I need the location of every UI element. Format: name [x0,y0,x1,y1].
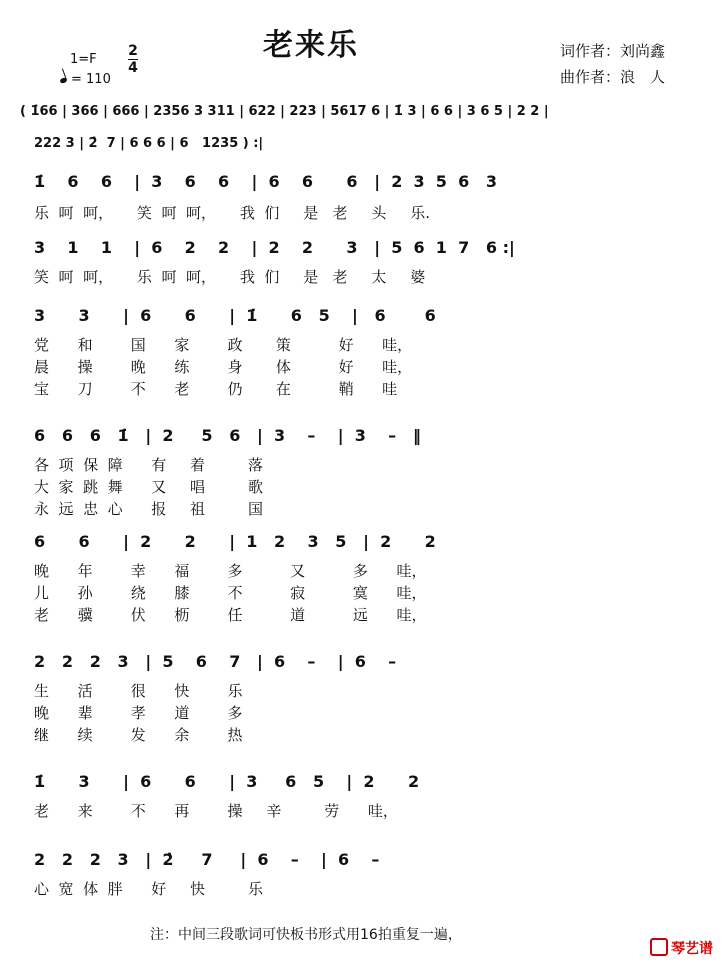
lyric-line-4-verse-3: 永 远 忠 心 报 祖 国 [34,500,263,518]
intro-line-1: ( 1̇66 | 366 | 666 | 2356 3 311 | 622 | 223 | 5617 6 | 1̇ 3 | 6 6 | 3 6 5 | 2 2 | [20,104,549,119]
notation-line-4: 6 6 6 1̇ | 2 5 6 | 3 – | 3 – ‖ [34,426,421,445]
lyric-line-5-verse-2: 儿 孙 绕 膝 不 寂 寞 哇， [34,584,427,602]
lyric-line-6-verse-2: 晚 辈 孝 道 多 [34,704,243,722]
lyric-line-3-verse-3: 宝 刀 不 老 仍 在 鞘 哇 [34,380,398,398]
lyricist-credit: 词作者：刘尚鑫 [560,42,666,60]
lyric-line-2: 笑 呵 呵， 乐 呵 呵， 我 们 是 老 太 婆 [34,268,426,286]
lyric-line-1: 乐 呵 呵， 笑 呵 呵， 我 们 是 老 头 乐. [34,204,430,222]
composer-credit: 曲作者：浪 人 [560,68,666,86]
lyric-line-4-verse-1: 各 项 保 障 有 着 落 [34,456,263,474]
meter-top: 2 [128,43,138,59]
key-signature: 1=F [70,52,97,67]
notation-line-6: 2 2 2 3 | 5 6 7 | 6 – | 6 – [34,652,397,671]
lyric-line-5-verse-1: 晚 年 幸 福 多 又 多 哇， [34,562,427,580]
site-logo [650,938,713,958]
notation-line-3: 3 3 | 6 6 | 1̇ 6 5 | 6 6 [34,306,436,325]
tempo-value: = 110 [71,72,111,87]
lyric-line-6-verse-1: 生 活 很 快 乐 [34,682,243,700]
logo-text: 琴艺谱 [671,941,713,957]
lyric-line-4-verse-2: 大 家 跳 舞 又 唱 歌 [34,478,263,496]
time-signature [128,44,138,75]
logo-icon [650,938,668,956]
notation-line-8: 2 2 2 3 | 2̇ 7 | 6 – | 6 – [34,850,380,869]
footnote: 注：中间三段歌词可快板书形式用16拍重复一遍， [150,927,462,943]
notation-line-5: 6 6 | 2 2 | 1 2 3 5 | 2 2 [34,532,436,551]
tempo-marking [60,72,111,87]
meter-bottom: 4 [128,60,138,76]
lyric-line-7: 老 来 不 再 操 辛 劳 哇， [34,802,398,820]
lyric-line-5-verse-3: 老 骥 伏 枥 任 道 远 哇， [34,606,427,624]
notation-line-7: 1̇ 3 | 6 6 | 3 6 5 | 2 2 [34,772,420,791]
lyric-line-6-verse-3: 继 续 发 余 热 [34,726,243,744]
lyric-line-3-verse-2: 晨 操 晚 练 身 体 好 哇， [34,358,413,376]
page-title: 老来乐 [263,28,359,63]
intro-line-2: 222 3 | 2̇ 7 | 6 6 6 | 6 1235 ) :| [34,136,264,151]
notation-line-1: 1̇ 6 6 | 3 6 6 | 6 6 6 | 2 3 5 6 3 [34,172,498,191]
notation-line-2: 3 1 1 | 6 2 2 | 2 2 3 | 5 6 1 7 6 :| [34,238,515,257]
lyric-line-8: 心 宽 体 胖 好 快 乐 [34,880,263,898]
lyric-line-3-verse-1: 党 和 国 家 政 策 好 哇， [34,336,413,354]
quarter-note-icon [59,77,67,84]
